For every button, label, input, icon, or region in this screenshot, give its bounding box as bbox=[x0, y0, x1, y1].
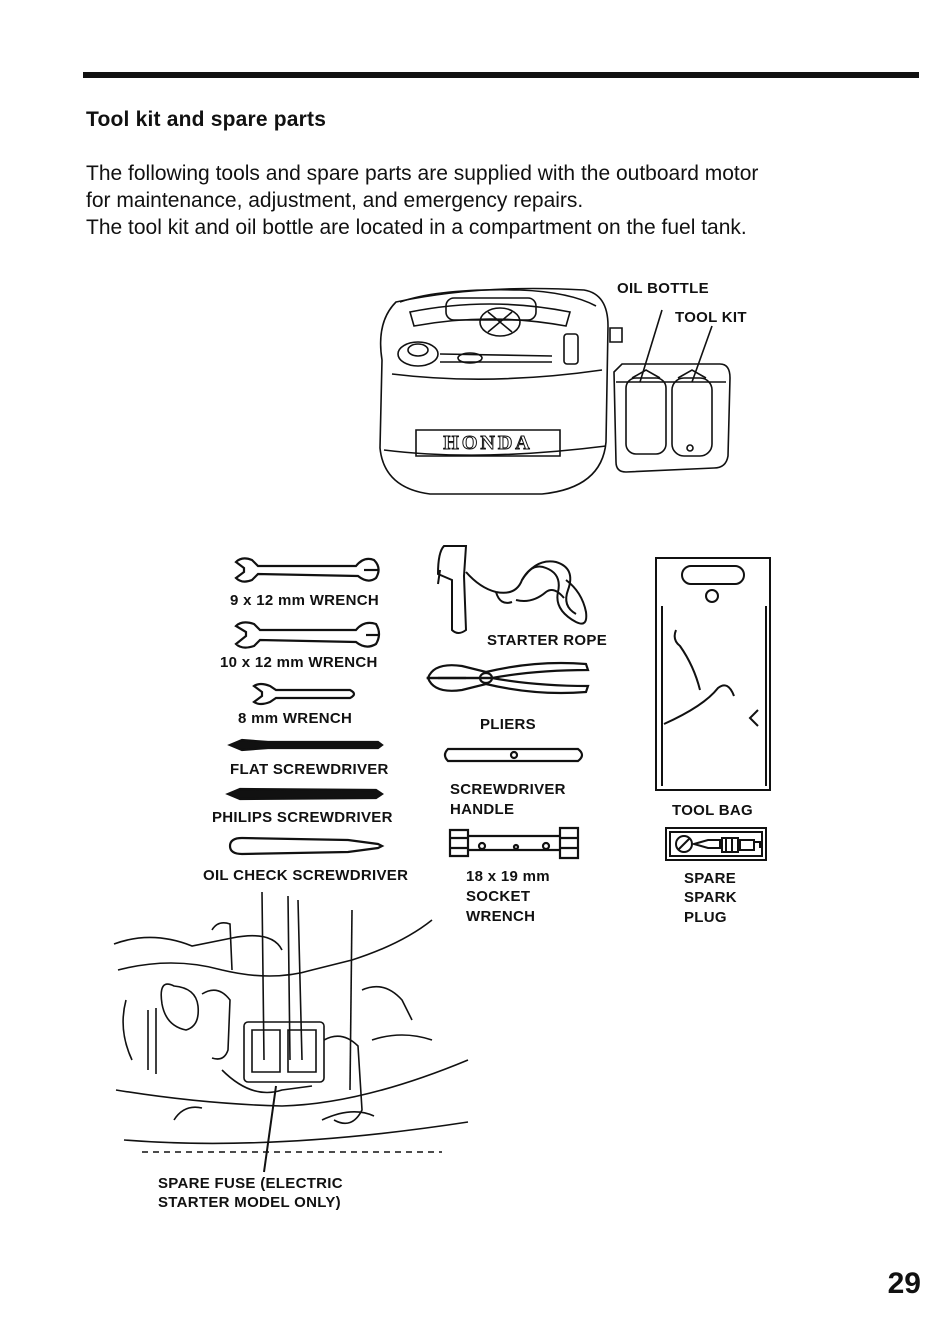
pliers-icon bbox=[426, 656, 592, 700]
intro-line: for maintenance, adjustment, and emergency repairs. bbox=[86, 189, 584, 212]
page-number: 29 bbox=[887, 1267, 921, 1300]
wrench-9x12-label: 9 x 12 mm WRENCH bbox=[230, 592, 380, 609]
engine-fuse-illustration bbox=[112, 890, 474, 1172]
socket-wrench-label-line3: WRENCH bbox=[466, 908, 536, 925]
socket-wrench-label-line2: SOCKET bbox=[466, 888, 531, 905]
wrench-9x12-icon bbox=[232, 554, 382, 586]
oil-check-screwdriver-label: OIL CHECK SCREWDRIVER bbox=[203, 867, 409, 884]
flat-screwdriver-icon bbox=[228, 738, 384, 752]
top-rule bbox=[83, 72, 919, 78]
brand-text: HONDA bbox=[443, 432, 533, 454]
wrench-8-label: 8 mm WRENCH bbox=[238, 710, 353, 727]
wrench-10x12-icon bbox=[232, 618, 382, 652]
philips-screwdriver-icon bbox=[226, 787, 384, 801]
starter-rope-label: STARTER ROPE bbox=[487, 632, 607, 649]
intro-paragraph bbox=[86, 160, 926, 241]
tool-bag-label: TOOL BAG bbox=[672, 802, 754, 819]
oil-bottle-label: OIL BOTTLE bbox=[617, 280, 709, 297]
tool-kit-label: TOOL KIT bbox=[675, 309, 747, 326]
spark-plug-icon bbox=[664, 826, 768, 862]
spare-fuse-label-line2: STARTER MODEL ONLY) bbox=[158, 1194, 341, 1211]
pliers-label: PLIERS bbox=[480, 716, 536, 733]
socket-wrench-icon bbox=[448, 826, 580, 860]
screwdriver-handle-icon bbox=[442, 746, 586, 764]
oil-check-screwdriver-icon bbox=[228, 836, 384, 856]
spare-spark-plug-label-line1: SPARE bbox=[684, 870, 737, 887]
spare-fuse-label-line1: SPARE FUSE (ELECTRIC bbox=[158, 1175, 343, 1192]
wrench-8-icon bbox=[250, 680, 360, 708]
starter-rope-icon bbox=[436, 540, 594, 636]
tool-bag-icon bbox=[654, 556, 772, 794]
intro-line: The following tools and spare parts are supplied with the outboard motor bbox=[86, 162, 759, 185]
spare-spark-plug-label-line3: PLUG bbox=[684, 909, 727, 926]
flat-screwdriver-label: FLAT SCREWDRIVER bbox=[230, 761, 389, 778]
spare-spark-plug-label-line2: SPARK bbox=[684, 889, 737, 906]
socket-wrench-label-line1: 18 x 19 mm bbox=[466, 868, 550, 885]
philips-screwdriver-label: PHILIPS SCREWDRIVER bbox=[212, 809, 393, 826]
screwdriver-handle-label-line2: HANDLE bbox=[450, 801, 515, 818]
intro-line: The tool kit and oil bottle are located in a compartment on the fuel tank. bbox=[86, 216, 747, 239]
wrench-10x12-label: 10 x 12 mm WRENCH bbox=[220, 654, 378, 671]
section-heading: Tool kit and spare parts bbox=[86, 108, 327, 131]
screwdriver-handle-label-line1: SCREWDRIVER bbox=[450, 781, 566, 798]
